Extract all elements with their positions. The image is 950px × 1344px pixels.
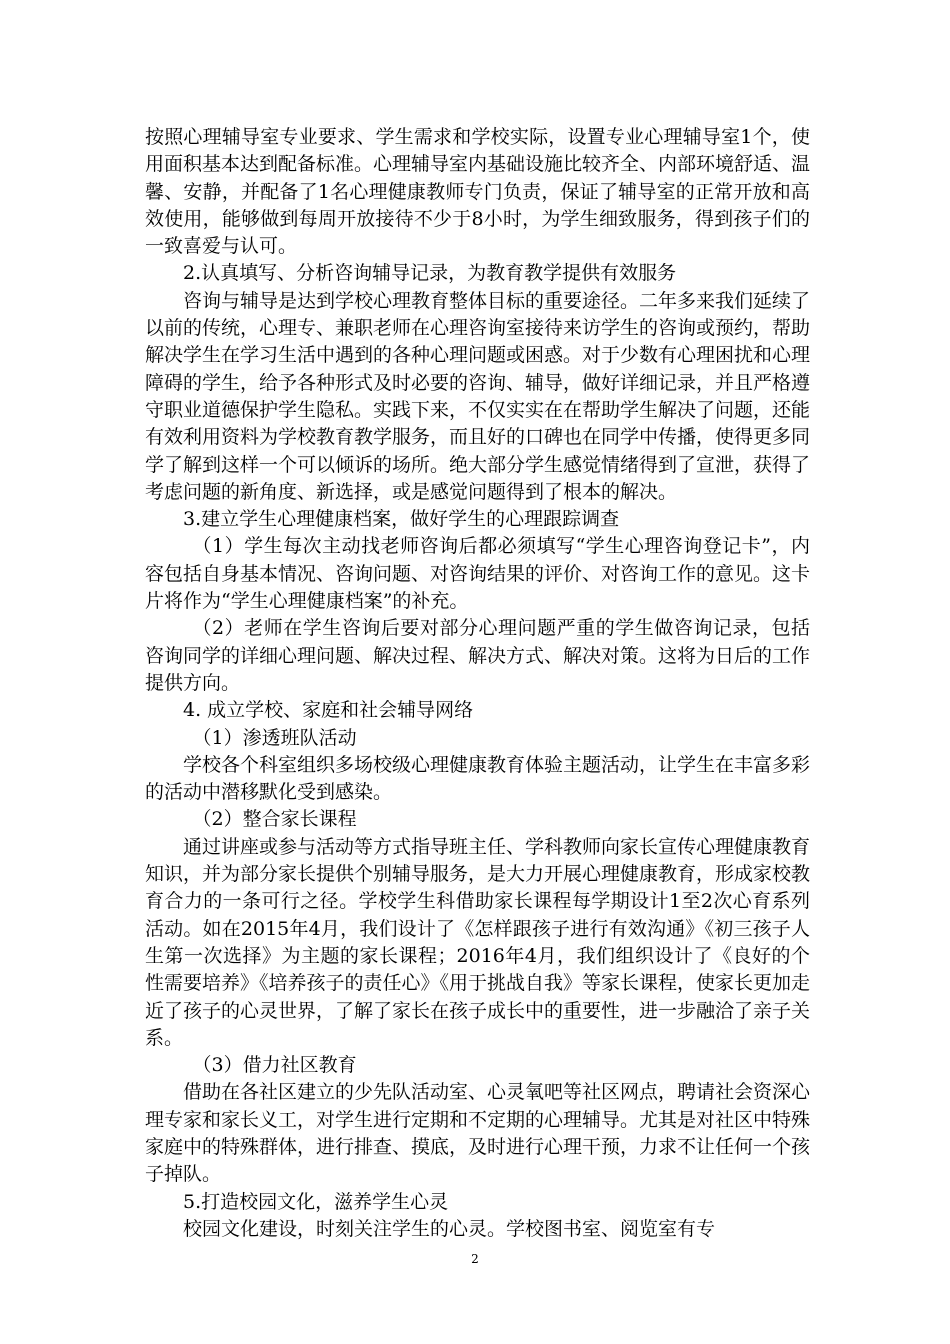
paragraph: （1）学生每次主动找老师咨询后都必须填写“学生心理咨询登记卡”，内容包括自身基本情况、咨询问题、对咨询结果的评价、对咨询工作的意见。这卡片将作为“学生心理健康档案”的补充。: [145, 535, 811, 613]
subsection-heading: （2）整合家长课程: [192, 808, 357, 831]
paragraph: 咨询与辅导是达到学校心理教育整体目标的重要途径。二年多来我们延续了以前的传统，心理专、兼职老师在心理咨询室接待来访学生的咨询或预约，帮助解决学生在学习生活中遇到的各种心理问题或困惑。对于少数有心理困扰和心理障碍的学生，给予各种形式及时必要的咨询、辅导，做好详细记录，并且严格遵守职业道德保护学生隐私。实践下来，不仅实实在在帮助学生解决了问题，还能有效利用资料为学校教育教学服务，而且好的口碑也在同学中传播，使得更多同学了解到这样一个可以倾诉的场所。绝大部分学生感觉情绪得到了宣泄，获得了考虑问题的新角度、新选择，或是感觉问题得到了根本的解决。: [145, 289, 811, 503]
paragraph: 借助在各社区建立的少先队活动室、心灵氧吧等社区网点，聘请社会资深心理专家和家长义工，对学生进行定期和不定期的心理辅导。尤其是对社区中特殊家庭中的特殊群体，进行排查、摸底，及时进行心理干预，力求不让任何一个孩子掉队。: [145, 1081, 811, 1186]
section-heading: 5.打造校园文化，滋养学生心灵: [183, 1190, 449, 1213]
paragraph: （2）老师在学生咨询后要对部分心理问题严重的学生做咨询记录，包括咨询同学的详细心理问题、解决过程、解决方式、解决对策。这将为日后的工作提供方向。: [145, 617, 811, 694]
section-heading: 3.建立学生心理健康档案，做好学生的心理跟踪调查: [183, 508, 620, 531]
paragraph: 按照心理辅导室专业要求、学生需求和学校实际，设置专业心理辅导室1个，使用面积基本达到配备标准。心理辅导室内基础设施比较齐全、内部环境舒适、温馨、安静，并配备了1名心理健康教师专门负责，保证了辅导室的正常开放和高效使用，能够做到每周开放接待不少于8小时，为学生细致服务，得到孩子们的一致喜爱与认可。: [145, 126, 811, 258]
paragraph: 学校各个科室组织多场校级心理健康教育体验主题活动，让学生在丰富多彩的活动中潜移默化受到感染。: [145, 753, 811, 804]
paragraph: 校园文化建设，时刻关注学生的心灵。学校图书室、阅览室有专: [183, 1217, 716, 1240]
paragraph: 通过讲座或参与活动等方式指导班主任、学科教师向家长宣传心理健康教育知识，并为部分家长提供个别辅导服务，是大力开展心理健康教育，形成家校教育合力的一条可行之径。学校学生科借助家长课程每学期设计1至2次心育系列活动。如在2015年4月，我们设计了《怎样跟孩子进行有效沟通》《初三孩子人生第一次选择》为主题的家长课程；2016年4月，我们组织设计了《良好的个性需要培养》《培养孩子的责任心》《用于挑战自我》等家长课程，使家长更加走近了孩子的心灵世界，了解了家长在孩子成长中的重要性，进一步融洽了亲子关系。: [145, 835, 811, 1049]
section-heading: 4. 成立学校、家庭和社会辅导网络: [183, 699, 474, 722]
subsection-heading: （3）借力社区教育: [192, 1054, 357, 1077]
document-body: [145, 124, 810, 1243]
section-heading: 2.认真填写、分析咨询辅导记录，为教育教学提供有效服务: [183, 262, 677, 285]
page-number: 2: [471, 1252, 479, 1266]
subsection-heading: （1）渗透班队活动: [192, 726, 357, 749]
